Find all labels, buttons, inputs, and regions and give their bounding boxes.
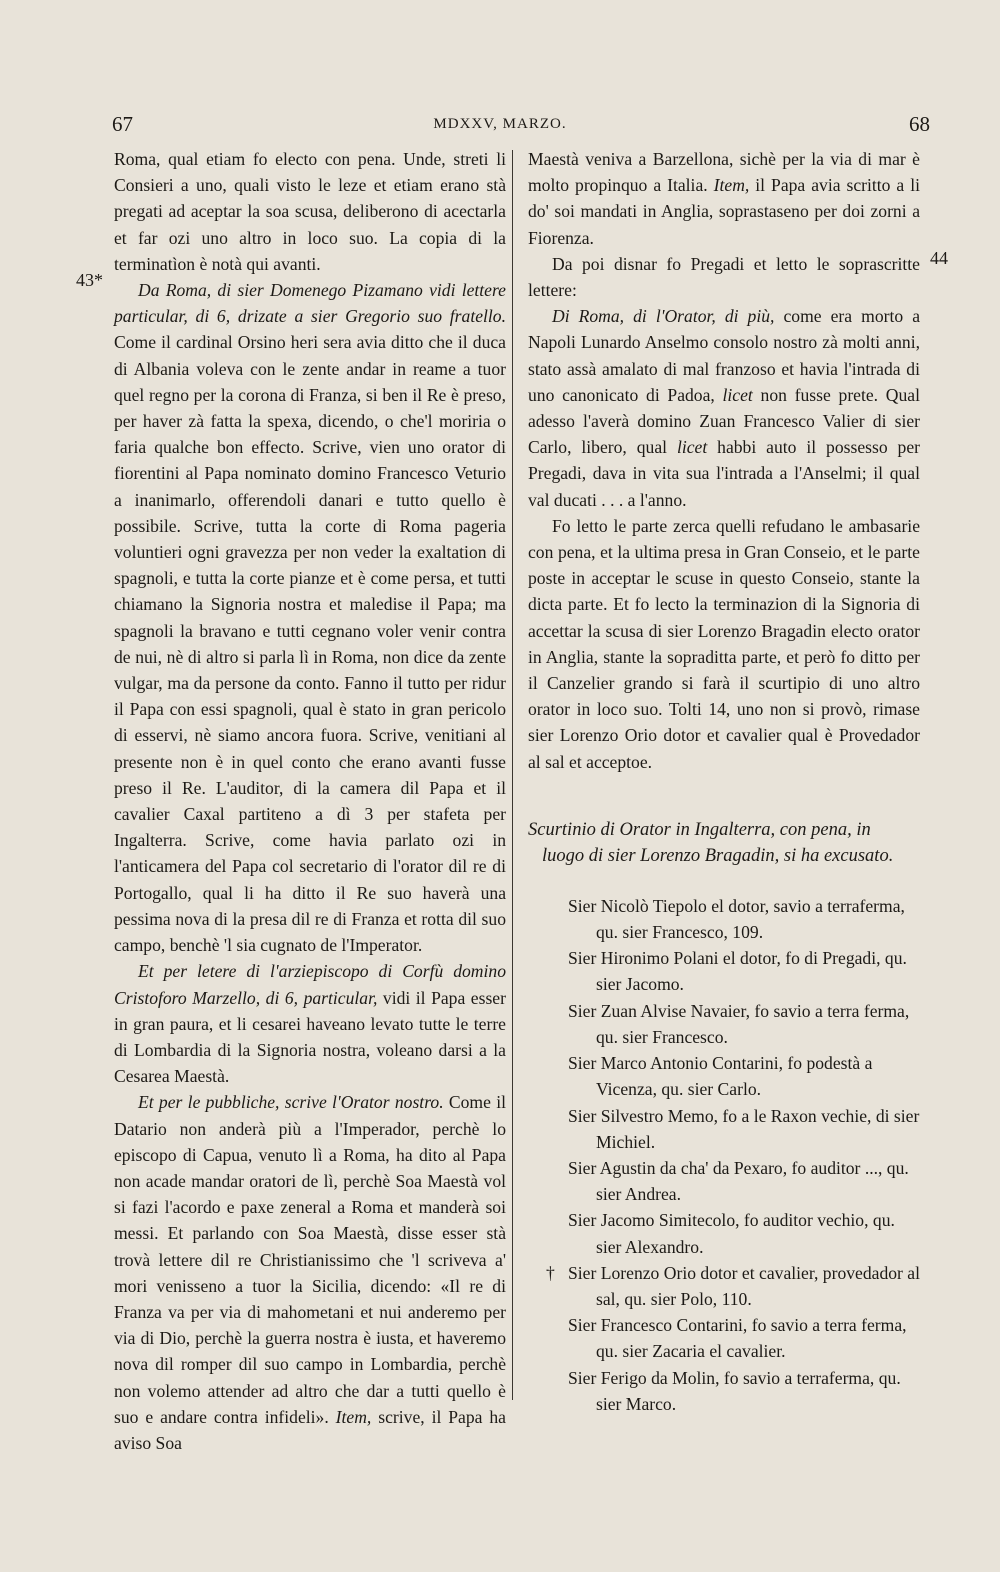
candidate-text: Sier Lorenzo Orio dotor et cavalier, provedador al sal, qu. sier Polo, 110.	[568, 1262, 921, 1309]
candidate-text: Sier Francesco Contarini, fo savio a terra ferma, qu. sier Zacaria el cavalier.	[568, 1315, 907, 1362]
paragraph	[528, 513, 920, 775]
column-divider	[512, 150, 513, 1400]
paragraph	[114, 958, 506, 1089]
left-column	[114, 146, 506, 1456]
candidate-item	[528, 998, 920, 1050]
margin-folio-right: 44	[930, 248, 948, 268]
candidate-text: Sier Nicolò Tiepolo el dotor, savio a terraferma, qu. sier Francesco, 109.	[568, 895, 905, 943]
candidate-text: Sier Agustin da cha' da Pexaro, fo auditor ..., qu. sier Andrea.	[568, 1157, 909, 1205]
paragraph	[114, 146, 506, 277]
paragraph-text: non fusse prete. Qual adesso l'averà domino Zuan Francesco Valier di sier Carlo, libero, qual	[528, 384, 920, 458]
paragraph	[528, 303, 920, 513]
right-column	[528, 146, 920, 1417]
candidate-text: Sier Marco Antonio Contarini, fo podestà a Vicenza, qu. sier Carlo.	[568, 1053, 873, 1100]
candidate-item	[528, 945, 920, 997]
paragraph	[528, 251, 920, 303]
paragraph-text: scrive, il Papa ha aviso Soa	[114, 1406, 506, 1453]
page-number-right: 68	[909, 112, 930, 136]
paragraph-text: Come il Datario non anderà più a l'Imperador, perchè lo episcopo di Capua, venuto lì a Roma, ha dito al Papa non acade mandar oratori de lì, perchè Soa Maestà vol si fazi l'acordo e paxe zeneral a Roma et manderà soi messi. Et parlando con Soa Maestà, disse esser stà trovà lettere dil re Christianissimo che 'l scriveva a' mori venisseno a tuor la Sicilia, dicendo: «Il re di Franza va per via di mahometani et nui anderemo per via di Dio, perchè la guerra nostra è iusta, et haveremo nova dil romper dil suo campo in Lombardia, perchè non volemo attender ad altro che dar a tutti quello è suo e andare contra infideli».	[114, 1092, 506, 1427]
paragraph-heading: Et per letere di l'arziepiscopo di Corfù domino Cristoforo Marzello, di 6, particular,	[114, 961, 506, 1008]
candidate-text: Sier Silvestro Memo, fo a le Raxon vechie, di sier Michiel.	[568, 1105, 920, 1152]
paragraph-text: vidi il Papa esser in gran paura, et li cesarei haveano levato tutte le terre di Lombardia di la Signoria nostra, voleano darsi a la Cesarea Maestà.	[114, 987, 506, 1087]
paragraph-heading: Da Roma, di sier Domenego Pizamano vidi lettere particular, di 6, drizate a sier Gregorio suo fratello.	[114, 280, 506, 327]
candidate-item	[528, 893, 920, 945]
paragraph-text: Come il cardinal Orsino heri sera avia ditto che il duca di Albania voleva con le zente andar in reame a tuor quel regno per la corona di Franza, si ben il Re è preso, per haver zà fatta la spexa, dicendo, o che'l moriria o faria qualche bon effecto. Scrive, vien uno orator di fiorentini al Papa nominato domino Francesco Veturio a inanimarlo, offerendoli danari e tutto quello è possibile. Scrive, tutta la corte di Roma pageria voluntieri ogni gravezza per non veder la exaltation di spagnoli, e tutta la corte pianze et è come persa, et tutti chiamano la Signoria nostra et maledise il Papa; ma spagnoli la bravano e tutti cegnano voler venir contra de nui, nè di altro si parla lì in Roma, non dice da zente vulgar, ma da persone da conto. Fanno il tutto per ridur il Papa con essi spagnoli, qual è stato in gran pericolo di esservi, nè siamo ancora fuora. Scrive, venitiani al presente non è in quel conto che erano avanti fusse preso il Re. L'auditor, di la camera dil Papa et il cavalier Caxal partiteno a dì 3 per stafeta per Ingalterra. Scrive, come havia parlato ozi in l'anticamera del Papa col secretario di l'orator dil re di Portogallo, qual li ha ditto il Re suo haverà una pessima nova di la presa dil re di Franza et rotta dil suo campo, benchè 'l sia cugnato de l'Imperator.	[114, 332, 506, 956]
candidate-item	[528, 1312, 920, 1364]
scrutiny-heading	[528, 817, 920, 869]
page-header	[0, 112, 1000, 142]
paragraph-heading: Et per le pubbliche, scrive l'Orator nostro.	[138, 1092, 444, 1113]
candidate-item	[528, 1260, 920, 1312]
candidate-text: Sier Jacomo Simitecolo, fo auditor vechio, qu. sier Alexandro.	[568, 1210, 895, 1257]
paragraph	[114, 1089, 506, 1456]
candidate-item	[528, 1155, 920, 1207]
paragraph-text: Fo letto le parte zerca quelli refudano le ambasarie con pena, et la ultima presa in Gran Conseio, et le parte poste in acceptar le scuse in questo Conseio, stante la dicta parte. Et fo lecto la terminazion di la Signoria di accettar la scusa di sier Lorenzo Bragadin electo orator in Anglia, stante la sopraditta parte, et però fo ditto per il Canzelier grando si farà il scurtipio di uno altro orator in loco suo. Tolti 14, uno non si provò, rimase sier Lorenzo Orio dotor et cavalier qual è Provedador al sal et acceptoe.	[528, 515, 920, 772]
heading-line: Scurtinio di Orator in Ingalterra, con pena, in	[528, 819, 871, 840]
running-title: MDXXV, MARZO.	[433, 116, 567, 132]
paragraph-heading: Di Roma, di l'Orator, di più,	[552, 306, 775, 327]
paragraph-text: il Papa avia scritto a li do' soi mandati in Anglia, soprastaseno per doi zorni a Fiorenza.	[528, 175, 920, 248]
paragraph-text: habbi auto il possesso per Pregadi, dava in vita sua l'intrada a l'Anselmi; il qual val ducati . . . a l'anno.	[528, 437, 920, 510]
paragraph-text: come era morto a Napoli Lunardo Anselmo consolo nostro zà molti anni, stato assà amalato di mal franzoso et havia l'intrada di uno canonicato di Padoa,	[528, 306, 920, 405]
page-number-left: 67	[112, 112, 133, 136]
licet-word: licet	[676, 437, 708, 458]
paragraph-text: Maestà veniva a Barzellona, sichè per la via di mar è molto propinquo a Italia.	[528, 149, 920, 196]
paragraph-text: Roma, qual etiam fo electo con pena. Unde, streti li Consieri a uno, quali visto le leze et etiam erano stà pregati ad aceptar la soa scusa, deliberono di acectarla et far ozi uno altro in loco suo. La copia di la terminatìon è notà qui avanti.	[114, 149, 506, 274]
candidate-list	[528, 893, 920, 1417]
candidate-item	[528, 1207, 920, 1259]
licet-word: licet	[722, 384, 753, 405]
item-word: Item,	[335, 1406, 372, 1427]
candidate-item	[528, 1050, 920, 1102]
candidate-text: Sier Ferigo da Molin, fo savio a terraferma, qu. sier Marco.	[568, 1367, 901, 1414]
candidate-item	[528, 1365, 920, 1417]
candidate-text: Sier Zuan Alvise Navaier, fo savio a terra ferma, qu. sier Francesco.	[568, 1000, 910, 1047]
candidate-item	[528, 1103, 920, 1155]
margin-folio-left: 43*	[76, 270, 103, 290]
paragraph-text: Da poi disnar fo Pregadi et letto le soprascritte lettere:	[528, 253, 920, 301]
paragraph	[114, 277, 506, 958]
item-word: Item,	[713, 175, 750, 196]
paragraph	[528, 146, 920, 251]
candidate-text: Sier Hironimo Polani el dotor, fo di Pregadi, qu. sier Jacomo.	[568, 948, 907, 995]
elected-dagger-mark: †	[546, 1262, 555, 1283]
heading-line: luogo di sier Lorenzo Bragadin, si ha excusato.	[542, 845, 894, 866]
